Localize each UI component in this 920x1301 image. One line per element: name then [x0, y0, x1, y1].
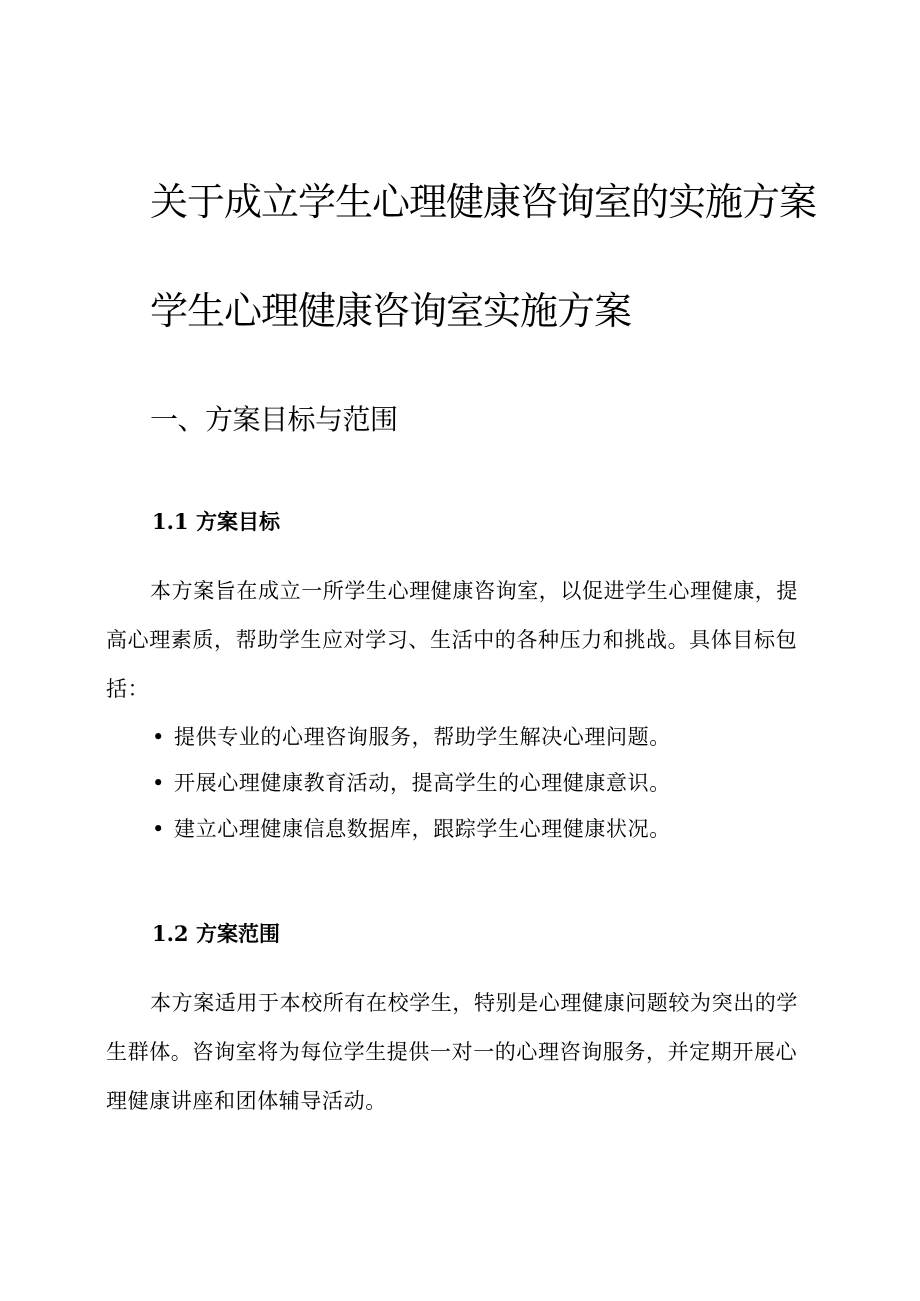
bullet-icon: •: [152, 771, 165, 795]
list-item: [152, 760, 671, 806]
subsection-title: 方案范围: [196, 922, 280, 946]
document-subtitle: 学生心理健康咨询室实施方案: [150, 289, 632, 333]
list-item-text: 开展心理健康教育活动，提高学生的心理健康意识。: [174, 771, 671, 795]
list-item-text: 提供专业的心理咨询服务，帮助学生解决心理问题。: [174, 725, 671, 749]
subsection-number: 1.2: [152, 921, 189, 946]
subsection-title: 方案目标: [196, 510, 280, 534]
list-item: [152, 806, 671, 852]
scope-paragraph: 本方案适用于本校所有在校学生，特别是心理健康问题较为突出的学生群体。咨询室将为每位学生提供一对一的心理咨询服务，并定期开展心理健康讲座和团体辅导活动。: [106, 991, 798, 1113]
list-item-text: 建立心理健康信息数据库，跟踪学生心理健康状况。: [174, 817, 671, 841]
subsection-heading-1-1: [152, 507, 280, 537]
section-heading-1: 一、方案目标与范围: [150, 403, 398, 436]
goal-bullet-list: [152, 714, 671, 852]
subsection-heading-1-2: [152, 919, 280, 949]
list-item: [152, 714, 671, 760]
bullet-icon: •: [152, 725, 165, 749]
document-title: 关于成立学生心理健康咨询室的实施方案: [150, 180, 817, 224]
goal-paragraph: 本方案旨在成立一所学生心理健康咨询室，以促进学生心理健康，提高心理素质，帮助学生应对学习、生活中的各种压力和挑战。具体目标包括：: [106, 579, 798, 701]
subsection-number: 1.1: [152, 509, 189, 534]
bullet-icon: •: [152, 817, 165, 841]
